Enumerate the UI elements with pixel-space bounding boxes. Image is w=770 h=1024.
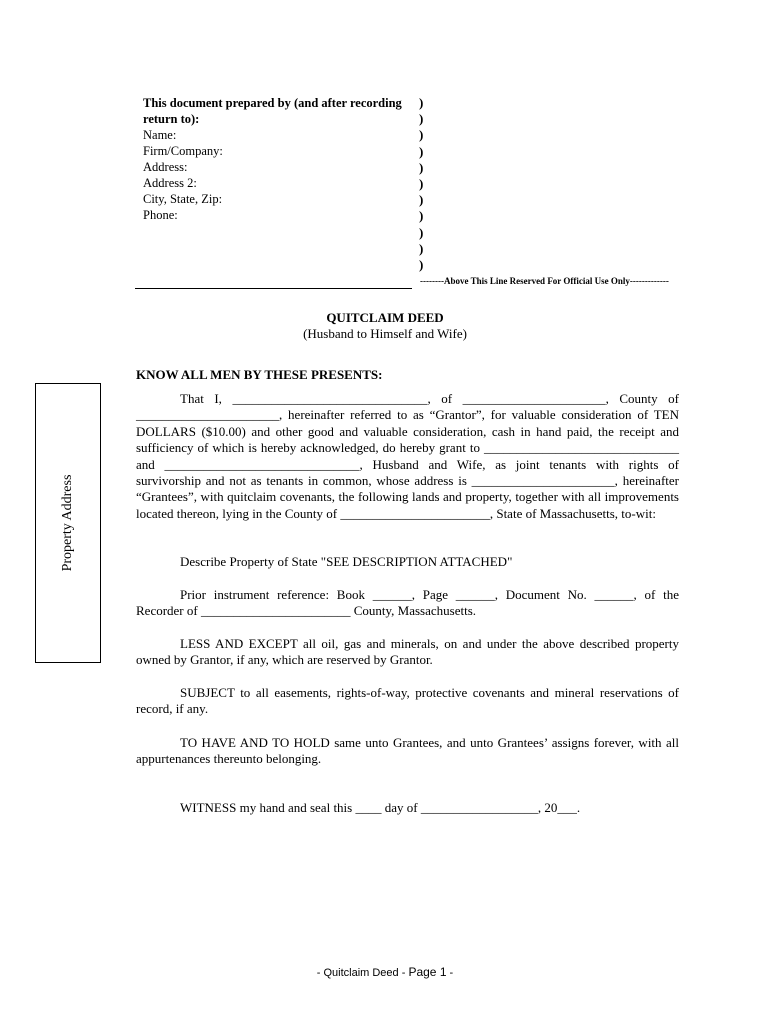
recording-divider-line: [135, 288, 412, 289]
name-field-label: Name:: [143, 128, 177, 142]
paren-column: [419, 95, 423, 273]
describe-paragraph: Describe Property of State "SEE DESCRIPTION ATTACHED": [180, 554, 513, 569]
habendum-paragraph: TO HAVE AND TO HOLD same unto Grantees, and unto Grantees’ assigns forever, with all appurtenances thereunto belonging.: [136, 735, 679, 767]
paren: ): [419, 159, 424, 175]
paren: ): [419, 208, 424, 224]
paren: ): [419, 257, 424, 273]
footer-doc-name: - Quitclaim Deed -: [316, 967, 409, 979]
paren: ): [419, 176, 424, 192]
address-field-label: Address:: [143, 160, 188, 174]
paren: ): [419, 127, 424, 143]
prior-instrument-paragraph: Prior instrument reference: Book ______, Page ______, Document No. ______, of the Recorder of _______________________ County, Massachusetts.: [136, 587, 679, 619]
paren: ): [419, 224, 424, 240]
witness-paragraph: WITNESS my hand and seal this ____ day of __________________, 20___.: [180, 800, 581, 815]
paren: ): [419, 192, 424, 208]
deed-title: QUITCLAIM DEED: [326, 310, 444, 325]
prepared-by-heading-1: This document prepared by (and after recording: [143, 96, 402, 110]
prepared-by-heading-2: return to):: [143, 112, 200, 126]
less-except-paragraph: LESS AND EXCEPT all oil, gas and minerals, on and under the above described property owned by Grantor, if any, which are reserved by Grantor.: [136, 636, 679, 668]
footer-page-number: Page 1: [408, 965, 447, 979]
address2-field-label: Address 2:: [143, 176, 197, 190]
footer-end: -: [446, 967, 454, 979]
paren: ): [419, 143, 424, 159]
reserved-note: --------Above This Line Reserved For Official Use Only-------------: [420, 276, 669, 286]
property-address-label: Property Address: [60, 474, 75, 572]
city-state-zip-field-label: City, State, Zip:: [143, 192, 223, 206]
grant-paragraph: That I, ______________________________, of ______________________, County of ______________________, hereinafter referred to as “Grantor”, for valuable consideration of TEN DOLLARS ($10.00) and other good and valuable consideration, cash in hand paid, the receipt and sufficiency of which is hereby acknowledged, do hereby grant to ______________________________ and ______________________________, Husband and Wife, as joint tenants with rights of survivorship and not as tenants in common, whose address is ______________________, hereinafter “Grantees”, with quitclaim covenants, the following lands and property, together with all improvements located thereon, lying in the County of _______________________, State of Massachusetts, to-wit:: [136, 391, 679, 521]
paren: ): [419, 240, 424, 256]
subject-paragraph: SUBJECT to all easements, rights-of-way, protective covenants and mineral reservations of record, if any.: [136, 685, 679, 717]
firm-field-label: Firm/Company:: [143, 144, 223, 158]
deed-subtitle: (Husband to Himself and Wife): [303, 326, 467, 341]
paren: ): [419, 111, 424, 127]
prepared-by-block: [143, 95, 413, 223]
property-address-box: [35, 383, 101, 663]
know-all-heading: KNOW ALL MEN BY THESE PRESENTS:: [136, 367, 383, 382]
page-footer: [0, 965, 770, 979]
paren: ): [419, 95, 424, 110]
phone-field-label: Phone:: [143, 208, 178, 222]
